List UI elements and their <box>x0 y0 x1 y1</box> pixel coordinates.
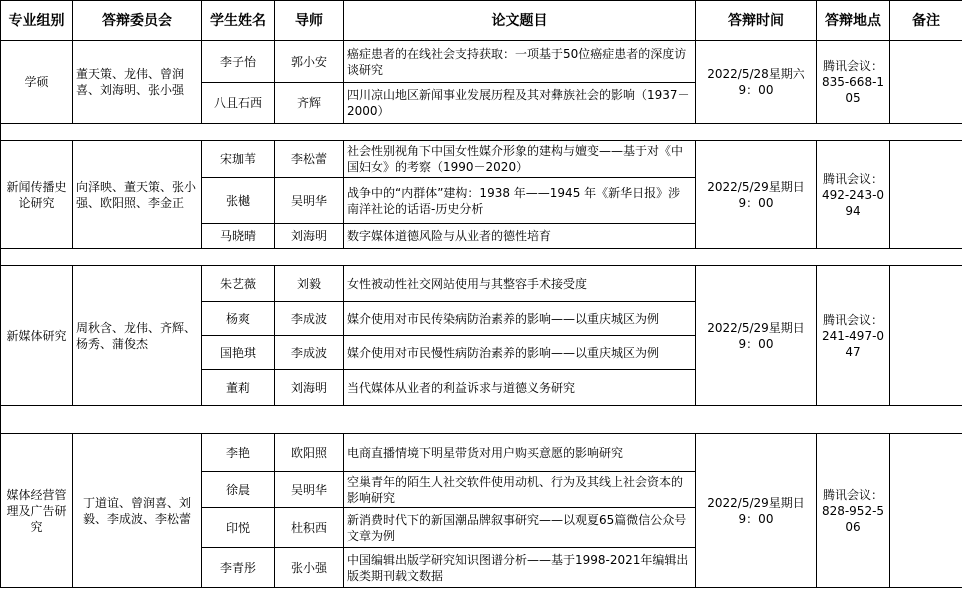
student-name: 八且石西 <box>202 83 275 124</box>
thesis-title: 新消费时代下的新国潮品牌叙事研究——以观夏65篇微信公众号文章为例 <box>344 508 696 548</box>
defense-place: 腾讯会议：492-243-094 <box>817 141 890 249</box>
student-name: 杨爽 <box>202 302 275 336</box>
thesis-title: 战争中的“内群体”建构：1938 年——1945 年《新华日报》涉南洋社论的话语-历史分析 <box>344 178 696 224</box>
committee: 董天策、龙伟、曾润喜、刘海明、张小强 <box>73 41 202 124</box>
header-student: 学生姓名 <box>202 1 275 41</box>
separator-row <box>1 124 962 141</box>
thesis-title: 数字媒体道德风险与从业者的德性培育 <box>344 224 696 249</box>
header-advisor: 导师 <box>275 1 344 41</box>
header-committee: 答辩委员会 <box>73 1 202 41</box>
advisor-name: 李成波 <box>275 336 344 370</box>
note <box>890 434 962 588</box>
note <box>890 41 962 124</box>
student-name: 李艳 <box>202 434 275 472</box>
advisor-name: 李成波 <box>275 302 344 336</box>
defense-place: 腾讯会议：241-497-047 <box>817 266 890 406</box>
student-name: 印悦 <box>202 508 275 548</box>
header-place: 答辩地点 <box>817 1 890 41</box>
student-name: 马晓晴 <box>202 224 275 249</box>
defense-place: 腾讯会议：828-952-506 <box>817 434 890 588</box>
group-name: 学硕 <box>1 41 73 124</box>
thesis-title: 女性被动性社交网站使用与其整容手术接受度 <box>344 266 696 302</box>
defense-time: 2022/5/29星期日 9：00 <box>696 141 817 249</box>
student-name: 国艳琪 <box>202 336 275 370</box>
table-row <box>1 434 962 472</box>
thesis-title: 媒介使用对市民传染病防治素养的影响——以重庆城区为例 <box>344 302 696 336</box>
student-name: 朱艺薇 <box>202 266 275 302</box>
thesis-title: 空巢青年的陌生人社交软件使用动机、行为及其线上社会资本的影响研究 <box>344 472 696 508</box>
committee: 向泽映、董天策、张小强、欧阳照、李金正 <box>73 141 202 249</box>
thesis-title: 四川凉山地区新闻事业发展历程及其对彝族社会的影响（1937－2000） <box>344 83 696 124</box>
advisor-name: 刘毅 <box>275 266 344 302</box>
student-name: 董莉 <box>202 370 275 406</box>
header-note: 备注 <box>890 1 962 41</box>
separator-row <box>1 406 962 434</box>
thesis-title: 中国编辑出版学研究知识图谱分析——基于1998-2021年编辑出版类期刊载文数据 <box>344 548 696 588</box>
note <box>890 266 962 406</box>
student-name: 徐晨 <box>202 472 275 508</box>
thesis-title: 癌症患者的在线社会支持获取：一项基于50位癌症患者的深度访谈研究 <box>344 41 696 83</box>
advisor-name: 刘海明 <box>275 224 344 249</box>
header-title: 论文题目 <box>344 1 696 41</box>
note <box>890 141 962 249</box>
student-name: 张樾 <box>202 178 275 224</box>
defense-place: 腾讯会议：835-668-105 <box>817 41 890 124</box>
header-time: 答辩时间 <box>696 1 817 41</box>
table-row <box>1 141 962 178</box>
table-row <box>1 266 962 302</box>
advisor-name: 张小强 <box>275 548 344 588</box>
defense-time: 2022/5/29星期日 9：00 <box>696 434 817 588</box>
group-name: 媒体经营管理及广告研究 <box>1 434 73 588</box>
thesis-title: 电商直播情境下明星带货对用户购买意愿的影响研究 <box>344 434 696 472</box>
advisor-name: 欧阳照 <box>275 434 344 472</box>
student-name: 李子怡 <box>202 41 275 83</box>
thesis-title: 媒介使用对市民慢性病防治素养的影响——以重庆城区为例 <box>344 336 696 370</box>
committee: 丁道谊、曾润喜、刘毅、李成波、李松蕾 <box>73 434 202 588</box>
header-group: 专业组别 <box>1 1 73 41</box>
thesis-title: 当代媒体从业者的利益诉求与道德义务研究 <box>344 370 696 406</box>
advisor-name: 杜积西 <box>275 508 344 548</box>
thesis-title: 社会性别视角下中国女性媒介形象的建构与嬗变——基于对《中国妇女》的考察（1990－2020） <box>344 141 696 178</box>
advisor-name: 吴明华 <box>275 472 344 508</box>
student-name: 李青彤 <box>202 548 275 588</box>
advisor-name: 李松蕾 <box>275 141 344 178</box>
group-name: 新闻传播史论研究 <box>1 141 73 249</box>
table-row <box>1 41 962 83</box>
committee: 周秋含、龙伟、齐辉、杨秀、蒲俊杰 <box>73 266 202 406</box>
student-name: 宋珈苇 <box>202 141 275 178</box>
defense-time: 2022/5/28星期六 9：00 <box>696 41 817 124</box>
header-row <box>1 1 962 41</box>
defense-time: 2022/5/29星期日 9：00 <box>696 266 817 406</box>
advisor-name: 郭小安 <box>275 41 344 83</box>
group-name: 新媒体研究 <box>1 266 73 406</box>
separator-row <box>1 249 962 266</box>
advisor-name: 齐辉 <box>275 83 344 124</box>
advisor-name: 刘海明 <box>275 370 344 406</box>
advisor-name: 吴明华 <box>275 178 344 224</box>
